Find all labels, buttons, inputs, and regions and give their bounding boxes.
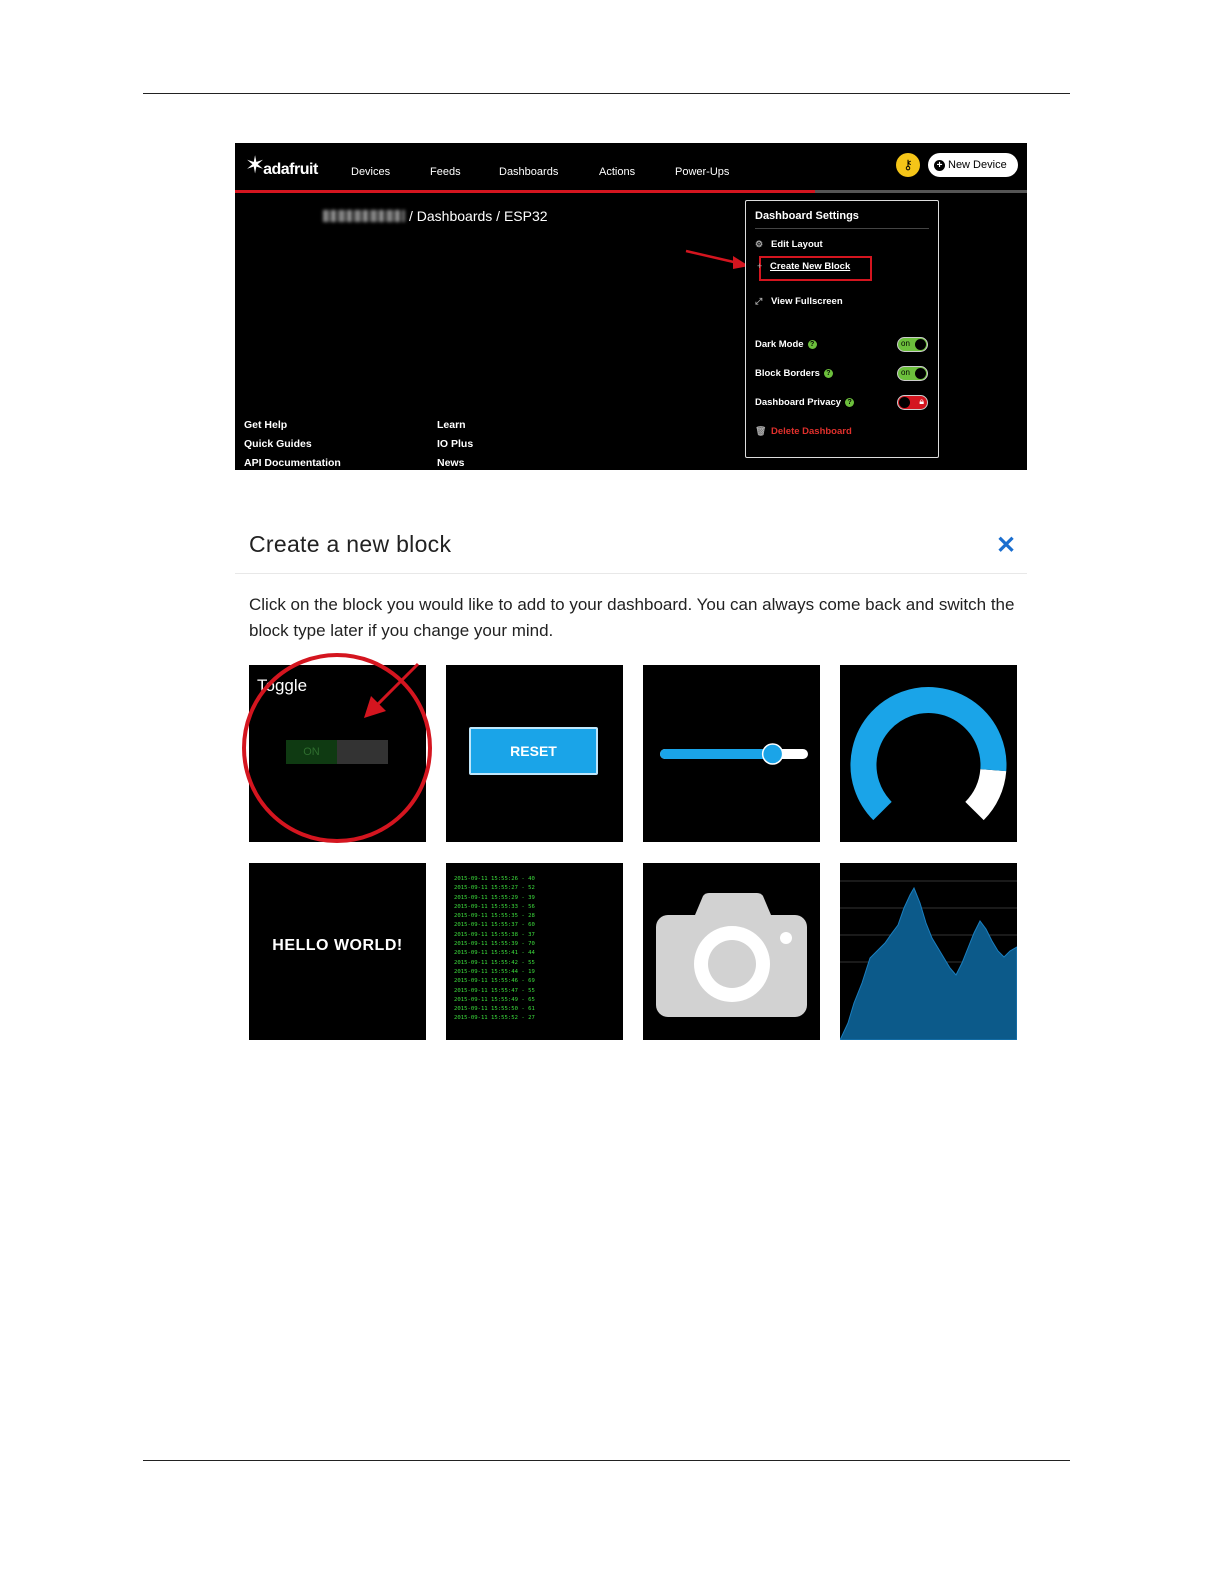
nav-accent-bar (235, 190, 815, 193)
toggle-state-label: ON (286, 740, 337, 764)
adafruit-star-icon: ✶ (245, 152, 266, 179)
block-text[interactable] (249, 863, 426, 1040)
logo-text: adafruit (263, 161, 318, 178)
footer-learn[interactable]: Learn (437, 419, 466, 431)
breadcrumb (323, 208, 548, 224)
text-block-sample: HELLO WORLD! (272, 937, 403, 954)
stream-lines: 2015-09-11 15:55:26 - 40 2015-09-11 15:55:27 - 52 2015-09-11 15:55:29 - 39 2015-09-11 15:55:33 - 56 2015-09-11 15:55:35 - 28 2015-09-11 15:55:37 - 60 2015-09-11 15:55:38 - 37 2015-09-11 15:55:39 - 70 2015-09-11 15:55:41 - 44 2015-09-11 15:55:42 - 55 2015-09-11 15:55:44 - 19 2015-09-11 15:55:46 - 69 2015-09-11 15:55:47 - 55 2015-09-11 15:55:49 - 65 2015-09-11 15:55:50 - 61 2015-09-11 15:55:52 - 27 (454, 876, 535, 1022)
gauge-track (975, 770, 994, 811)
dashboard-privacy-row (755, 397, 854, 408)
footer-io-plus[interactable]: IO Plus (437, 438, 474, 450)
block-borders-toggle[interactable] (897, 366, 928, 381)
view-fullscreen-item[interactable] (755, 296, 843, 307)
help-icon[interactable]: ? (824, 369, 833, 378)
breadcrumb-path[interactable]: / Dashboards / ESP32 (409, 208, 548, 224)
plus-icon: + (757, 261, 763, 271)
close-icon[interactable]: ✕ (996, 532, 1017, 559)
block-momentary-button[interactable] (446, 665, 623, 842)
key-icon[interactable]: ⚷ (896, 153, 920, 177)
settings-title: Dashboard Settings (755, 210, 859, 222)
nav-actions[interactable]: Actions (599, 166, 636, 178)
dashboard-screenshot (235, 143, 1027, 470)
dashboard-privacy-label: Dashboard Privacy (755, 397, 842, 408)
dark-mode-toggle[interactable] (897, 337, 928, 352)
annotation-circle (236, 648, 436, 848)
area-chart-icon (840, 863, 1017, 1040)
block-borders-row (755, 368, 833, 379)
nav-accent-bar-grey (815, 190, 1027, 193)
camera-icon (643, 863, 820, 1040)
edit-layout-label: Edit Layout (771, 239, 823, 250)
nav-devices[interactable]: Devices (351, 166, 391, 178)
dark-mode-row (755, 339, 817, 350)
block-image[interactable] (643, 863, 820, 1040)
blurred-username (323, 210, 405, 222)
new-device-button[interactable] (928, 153, 1018, 177)
annotation-arrow (683, 243, 753, 273)
trash-icon: 🗑︎ (755, 426, 767, 436)
gauge-graphic (840, 665, 1017, 842)
footer-api-docs[interactable]: API Documentation (244, 457, 341, 469)
dashboard-privacy-toggle[interactable] (897, 395, 928, 410)
block-borders-label: Block Borders (755, 368, 820, 379)
nav-power-ups[interactable]: Power-Ups (675, 166, 730, 178)
edit-layout-item[interactable] (755, 239, 823, 250)
block-borders-state: on (901, 368, 910, 377)
block-slider[interactable] (643, 665, 820, 842)
block-stream[interactable] (446, 863, 623, 1040)
lock-icon: 🔒︎ (919, 396, 924, 406)
dashboard-settings-panel (745, 200, 939, 458)
footer-get-help[interactable]: Get Help (244, 419, 288, 431)
footer-quick-guides[interactable]: Quick Guides (244, 438, 312, 450)
block-line-chart[interactable] (840, 863, 1017, 1040)
page-top-rule (143, 93, 1070, 94)
slider-knob (763, 744, 783, 764)
block-gauge[interactable] (840, 665, 1017, 842)
dark-mode-state: on (901, 339, 910, 348)
reset-button: RESET (469, 727, 598, 775)
create-new-block-link[interactable]: Create New Block (770, 261, 851, 272)
toggle-block-title: Toggle (257, 676, 308, 695)
dark-mode-label: Dark Mode (755, 339, 804, 350)
modal-divider (235, 573, 1027, 574)
new-device-label: New Device (948, 159, 1007, 171)
modal-description: Click on the block you would like to add to your dashboard. You can always come back and switch the block type later if you change your mind. (249, 595, 1015, 640)
footer-news[interactable]: News (437, 457, 465, 469)
page-bottom-rule (143, 1460, 1070, 1461)
nav-feeds[interactable]: Feeds (430, 166, 461, 178)
settings-divider (755, 228, 929, 229)
help-icon[interactable]: ? (845, 398, 854, 407)
gear-icon: ⚙ (755, 239, 764, 249)
nav-dashboards[interactable]: Dashboards (499, 166, 559, 178)
adafruit-logo[interactable] (245, 153, 318, 179)
modal-title: Create a new block (249, 531, 452, 557)
expand-icon: ⤢ (755, 296, 763, 306)
help-icon[interactable]: ? (808, 340, 817, 349)
slider-graphic (643, 665, 820, 842)
delete-dashboard-item[interactable] (755, 426, 852, 437)
plus-circle-icon: + (934, 160, 945, 171)
view-fullscreen-label: View Fullscreen (771, 296, 843, 307)
delete-dashboard-label: Delete Dashboard (771, 426, 852, 437)
